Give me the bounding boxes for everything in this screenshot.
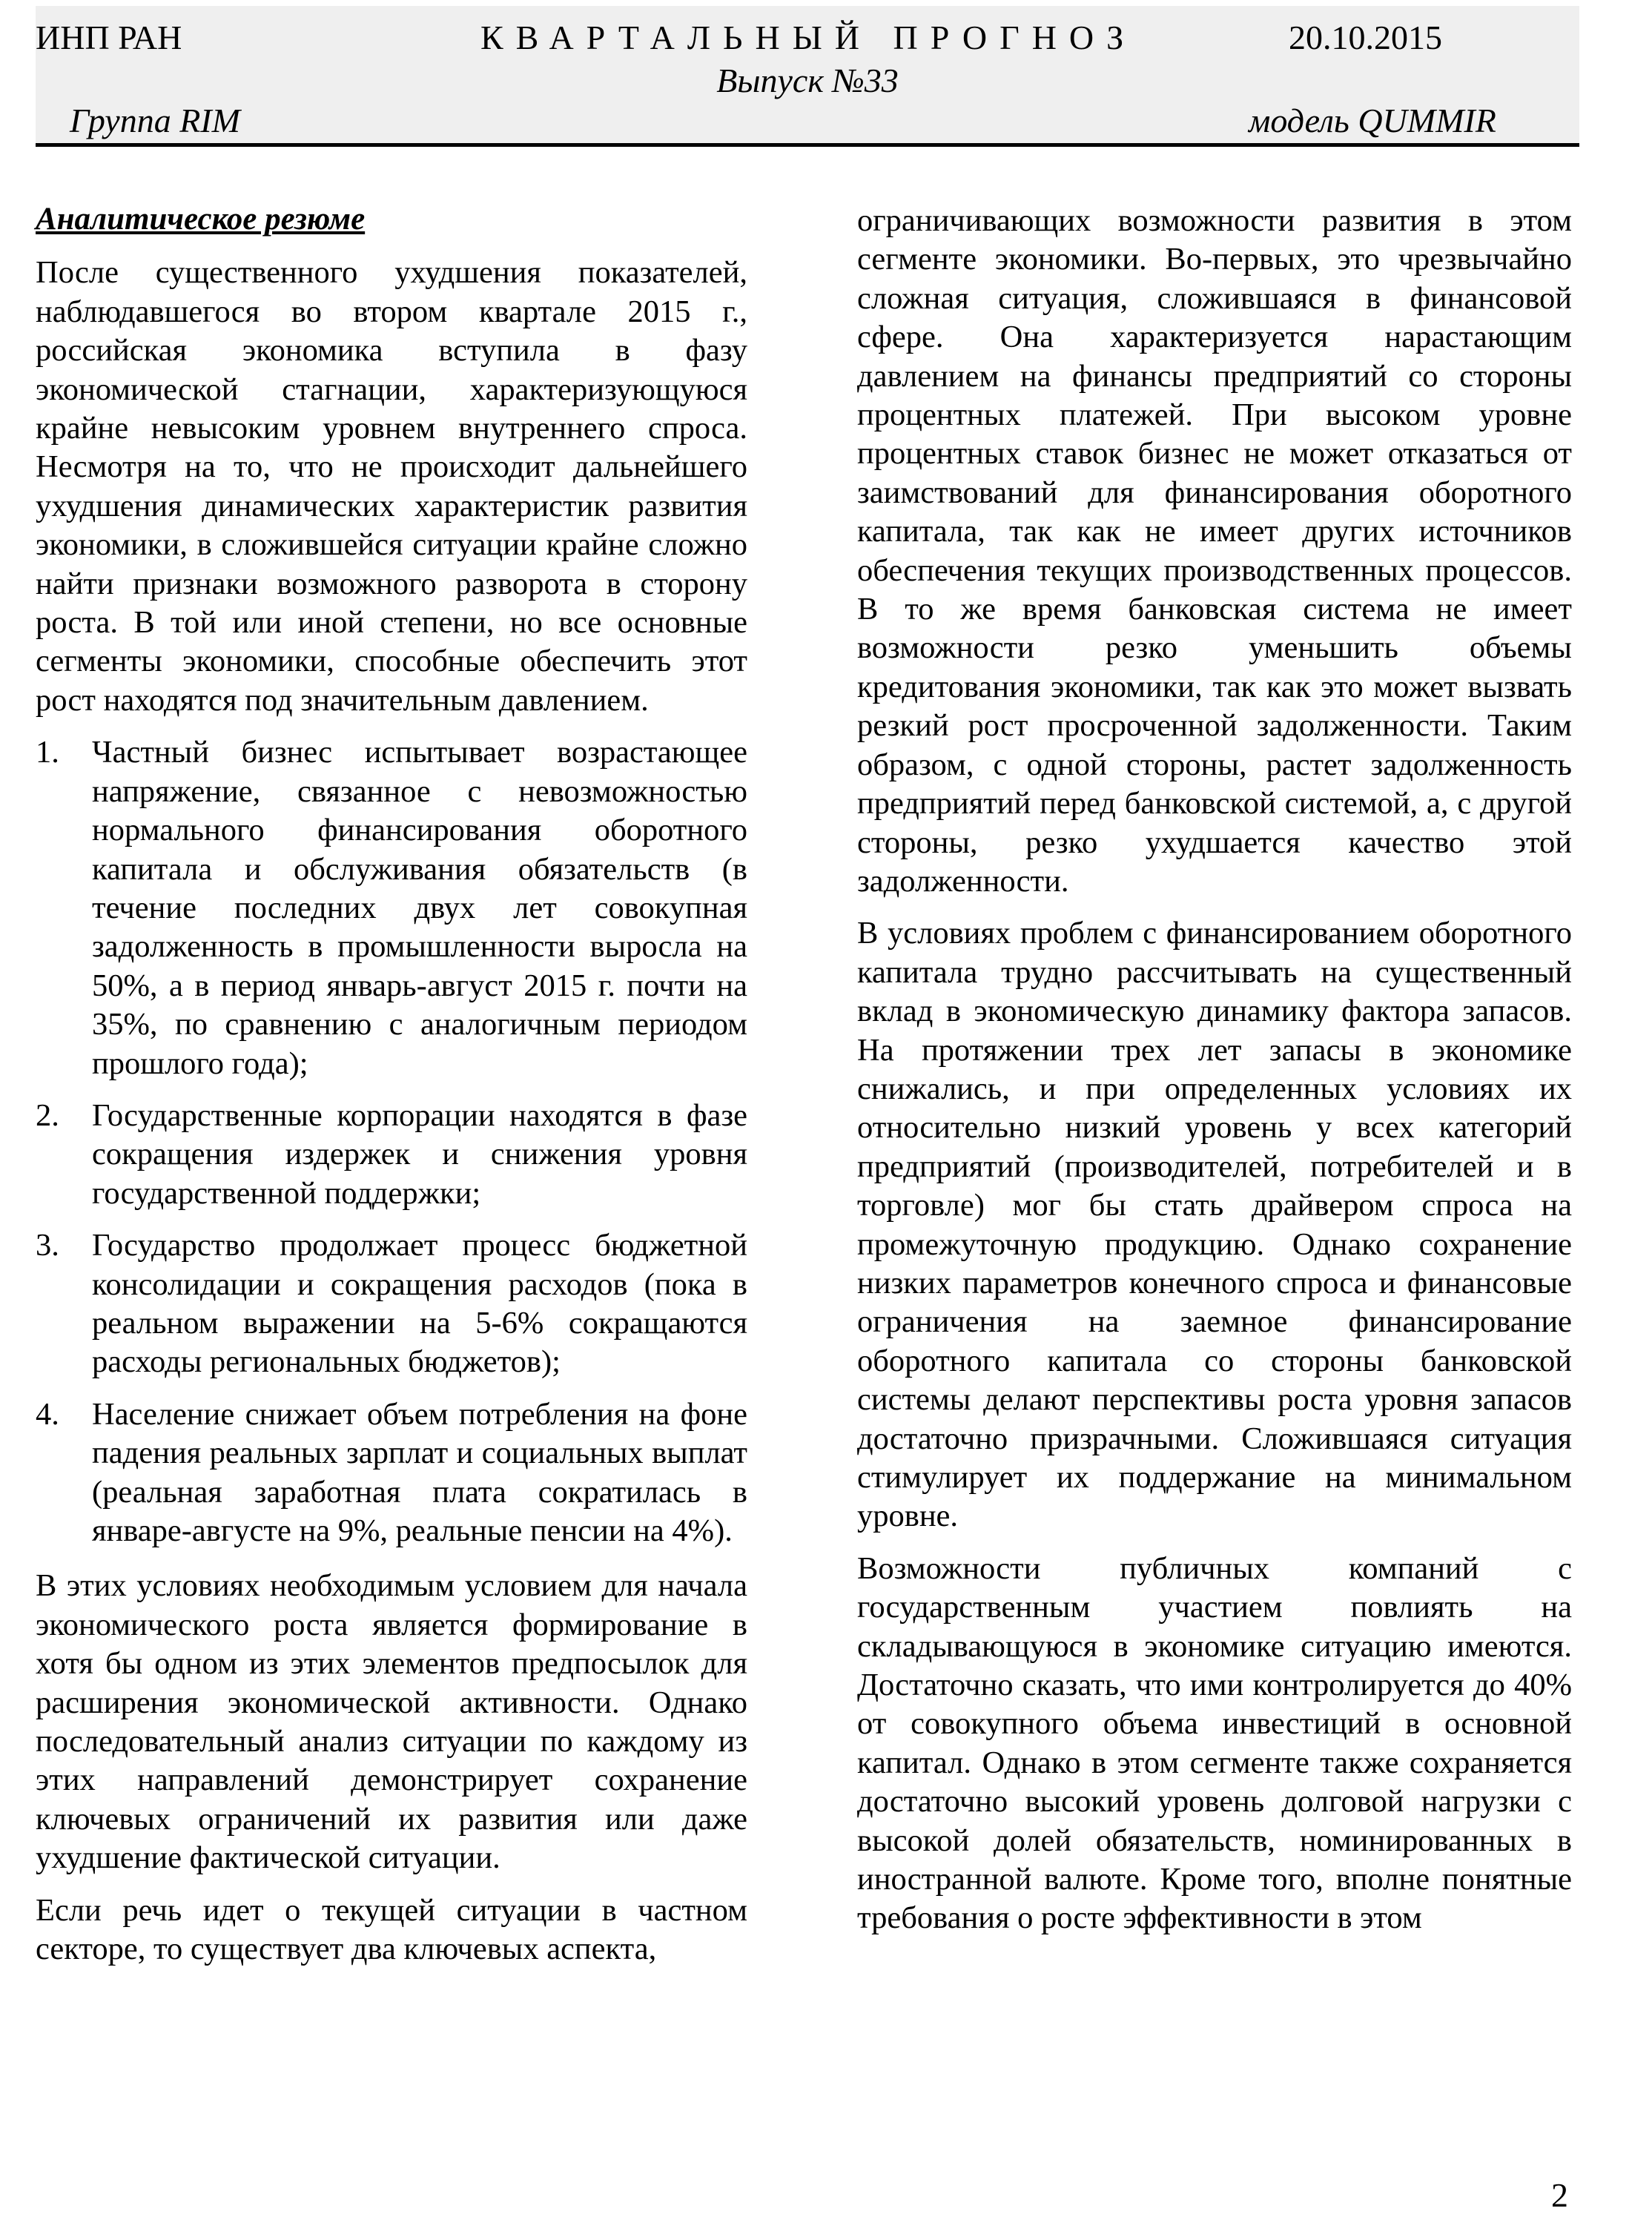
list-item-number: 4.: [36, 1396, 59, 1432]
intro-paragraph: После существенного ухудшения показателей, наблюдавшегося во втором квартале 2015 г., российская экономика вступила в фазу экономической стагнации, характеризующуюся крайне невысоким уровнем внутреннего спроса. Несмотря на то, что не происходит дальнейшего ухудшения динамических характеристик развития экономики, в сложившейся ситуации крайне сложно найти признаки возможного разворота в сторону роста. В той или иной степени, но все основные сегменты экономики, способные обеспечить этот рост находятся под значительным давлением.: [36, 255, 747, 718]
report-date: 20.10.2015: [1289, 19, 1442, 56]
issue-number: Выпуск №33: [716, 62, 899, 99]
list-item-text: Частный бизнес испытывает возрастающее напряжение, связанное с невозможностью нормального финансирования оборотного капитала и обслуживания обязательств (в течение последних двух лет совокупная задолженность в промышленности выросла на 50%, а в период январь-август 2015 г. почти на 35%, по сравнению с аналогичным периодом прошлого года);: [92, 735, 747, 1081]
list-item-number: 3.: [36, 1228, 59, 1263]
list-item-text: Государственные корпорации находятся в фазе сокращения издержек и снижения уровня государственной поддержки;: [92, 1097, 747, 1211]
numbered-list: [36, 733, 747, 1550]
group-name: Группа RIM: [70, 102, 240, 139]
report-title: КВАРТАЛЬНЫЙ ПРОГНОЗ: [480, 19, 1137, 56]
body-paragraph: Возможности публичных компаний с государственным участием повлиять на складывающуюся в экономике ситуацию имеются. Достаточно сказать, что ими контролируется до 40% от совокупного объема инвестиций в основной капитал. Однако в этом сегменте также сохраняется достаточно высокий уровень долговой нагрузки с высокой долей обязательств, номинированных в иностранной валюте. Кроме того, вполне понятные требования о росте эффективности в этом: [857, 1550, 1572, 1936]
right-column: [857, 202, 1572, 1952]
body-paragraph: ограничивающих возможности развития в этом сегменте экономики. Во-первых, это чрезвычайно сложная ситуация, сложившаяся в финансовой сфере. Она характеризуется нарастающим давлением на финансы предприятий со стороны процентных платежей. При высоком уровне процентных ставок бизнес не может отказаться от заимствований для финансирования оборотного капитала, так как не имеет других источников обеспечения текущих производственных процессов. В то же время банковская система не имеет возможности резко уменьшить объемы кредитования экономики, так как это может вызвать резкий рост просроченной задолженности. Таким образом, с одной стороны, растет задолженность предприятий перед банковской системой, а, с другой стороны, резко ухудшается качество этой задолженности.: [857, 203, 1572, 899]
body-paragraph: В этих условиях необходимым условием для начала экономического роста является формирование в хотя бы одном из этих элементов предпосылок для расширения экономической активности. Однако последовательный анализ ситуации по каждому из этих направлений демонстрирует сохранение ключевых ограничений их развития или даже ухудшение фактической ситуации.: [36, 1568, 747, 1876]
institute-name: ИНП РАН: [36, 19, 182, 56]
list-item: [36, 733, 747, 1083]
left-column: [36, 200, 747, 1982]
body-paragraph: Если речь идет о текущей ситуации в частном секторе, то существует два ключевых аспекта,: [36, 1892, 747, 1967]
list-item-text: Население снижает объем потребления на фоне падения реальных зарплат и социальных выплат (реальная заработная плата сократилась в январе-августе на 9%, реальные пенсии на 4%).: [92, 1396, 747, 1548]
list-item: [36, 1395, 747, 1551]
model-name: модель QUMMIR: [1249, 102, 1496, 139]
list-item-number: 2.: [36, 1097, 59, 1133]
page-number: 2: [1551, 2176, 1568, 2214]
report-header: [36, 6, 1579, 147]
list-item-text: Государство продолжает процесс бюджетной консолидации и сокращения расходов (пока в реальном выражении на 5-6% сокращаются расходы региональных бюджетов);: [92, 1228, 747, 1380]
body-paragraph: В условиях проблем с финансированием оборотного капитала трудно рассчитывать на существенный вклад в экономическую динамику фактора запасов. На протяжении трех лет запасы в экономике снижались, и при определенных условиях их относительно низкий уровень у всех категорий предприятий (производителей, потребителей и в торговле) мог бы стать драйвером спроса на промежуточную продукцию. Однако сохранение низких параметров конечного спроса и финансовые ограничения на заемное финансирование оборотного капитала со стороны банковской системы делают перспективы роста уровня запасов достаточно призрачными. Сложившаяся ситуация стимулирует их поддержание на минимальном уровне.: [857, 916, 1572, 1534]
section-title: Аналитическое резюме: [36, 202, 366, 237]
list-item-number: 1.: [36, 735, 59, 770]
list-item: [36, 1097, 747, 1213]
list-item: [36, 1226, 747, 1382]
